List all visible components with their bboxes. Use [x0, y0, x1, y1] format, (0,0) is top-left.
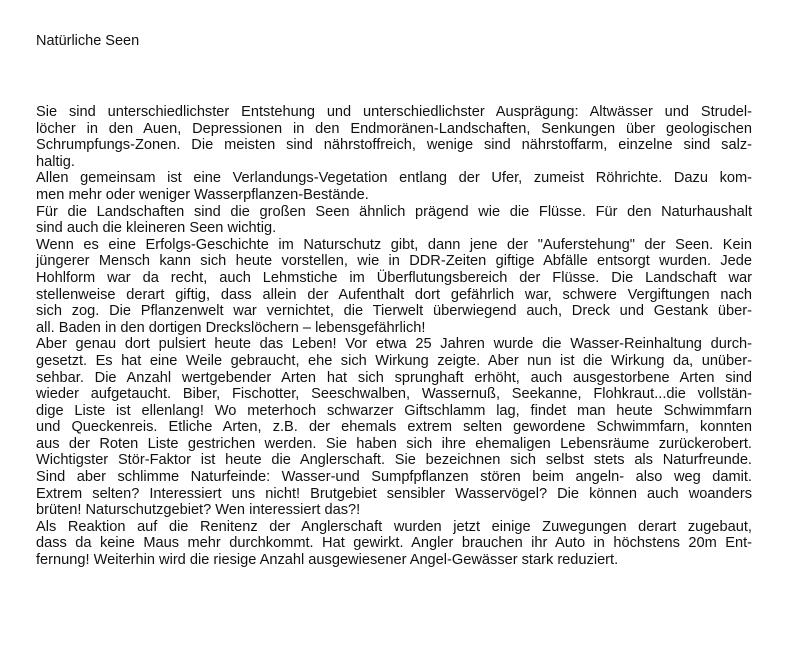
text-line: Wenn es eine Erfolgs-Geschichte im Naturschutz gibt, dann jene der "Auferstehung" der Seen. Kein [36, 236, 752, 253]
text-line: Sind aber schlimme Naturfeinde: Wasser-und Sumpfpflanzen stören beim angeln- also weg damit. [36, 469, 752, 486]
text-line: und Queckenreis. Etliche Arten, z.B. der ehemals extrem selten gewordene Schwimmfarn, konnten [36, 419, 752, 436]
text-line: sehbar. Die Anzahl wertgebender Arten hat sich sprunghaft erhöht, auch ausgestorbene Arten sind [36, 369, 752, 386]
text-line: Extrem selten? Interessiert uns nicht! Brutgebiet sensibler Wasservögel? Die können auch woanders [36, 485, 752, 502]
text-line: sich zog. Die Pflanzenwelt war vernichtet, die Tierwelt überwiegend auch, Dreck und Gestank über- [36, 303, 752, 320]
text-line: Als Reaktion auf die Renitenz der Anglerschaft wurden jetzt einige Zuwegungen derart zugebaut, [36, 518, 752, 535]
text-line: Allen gemeinsam ist eine Verlandungs-Vegetation entlang der Ufer, zumeist Röhrichte. Dazu kom- [36, 170, 752, 187]
text-line: dass da keine Maus mehr durchkommt. Hat gewirkt. Angler brauchen ihr Auto in höchstens 20m Ent- [36, 535, 752, 552]
text-line: Wichtigster Stör-Faktor ist heute die Anglerschaft. Sie bezeichnen sich selbst stets als Naturfreunde. [36, 452, 752, 469]
text-line: Schrumpfungs-Zonen. Die meisten sind nährstoffreich, wenige sind nährstoffarm, einzelne sind salz- [36, 137, 752, 154]
text-line: jüngerer Mensch kann sich heute vorstellen, wie in DDR-Zeiten giftige Abfälle entsorgt wurden. Jede [36, 253, 752, 270]
text-line: dige Liste ist ellenlang! Wo meterhoch schwarzer Giftschlamm lag, findet man heute Schwimmfarn [36, 402, 752, 419]
text-line: stellenweise derart giftig, dass allein der Aufenthalt dort gefährlich war, schwere Vergiftungen nach [36, 286, 752, 303]
article-body [36, 104, 752, 569]
text-line: Für die Landschaften sind die großen Seen ähnlich prägend wie die Flüsse. Für den Naturhaushalt [36, 203, 752, 220]
text-line: Hohlform war da recht, auch Lehmstiche im Überflutungsbereich der Flüsse. Die Landschaft war [36, 269, 752, 286]
text-line: aus der Roten Liste gestrichen werden. Sie haben sich ihre ehemaligen Lebensräume zurückerobert. [36, 435, 752, 452]
page-title: Natürliche Seen [36, 33, 140, 49]
text-line: sind auch die kleineren Seen wichtig. [36, 220, 277, 237]
text-line: Sie sind unterschiedlichster Entstehung und unterschiedlichster Ausprägung: Altwässer und Strudel- [36, 104, 752, 120]
text-line: men mehr oder weniger Wasserpflanzen-Bestände. [36, 186, 369, 203]
text-line: gesetzt. Es hat eine Weile gebraucht, ehe sich Wirkung zeigte. Aber nun ist die Wirkung da, unüber- [36, 352, 752, 369]
text-line: wieder aufgetaucht. Biber, Fischotter, Seeschwalben, Wassernuß, Seekanne, Flohkraut...die vollstän- [36, 386, 752, 403]
text-line: all. Baden in den dortigen Dreckslöchern – lebensgefährlich! [36, 319, 426, 336]
text-line: haltig. [36, 153, 75, 170]
text-line: löcher in den Auen, Depressionen in den Endmoränen-Landschaften, Senkungen über geologischen [36, 120, 752, 137]
text-line: brüten! Naturschutzgebiet? Wen interessiert das?! [36, 502, 361, 519]
text-line: fernung! Weiterhin wird die riesige Anzahl ausgewiesener Angel-Gewässer stark reduziert. [36, 552, 619, 569]
text-line: Aber genau dort pulsiert heute das Leben! Vor etwa 25 Jahren wurde die Wasser-Reinhaltung durch- [36, 336, 752, 353]
